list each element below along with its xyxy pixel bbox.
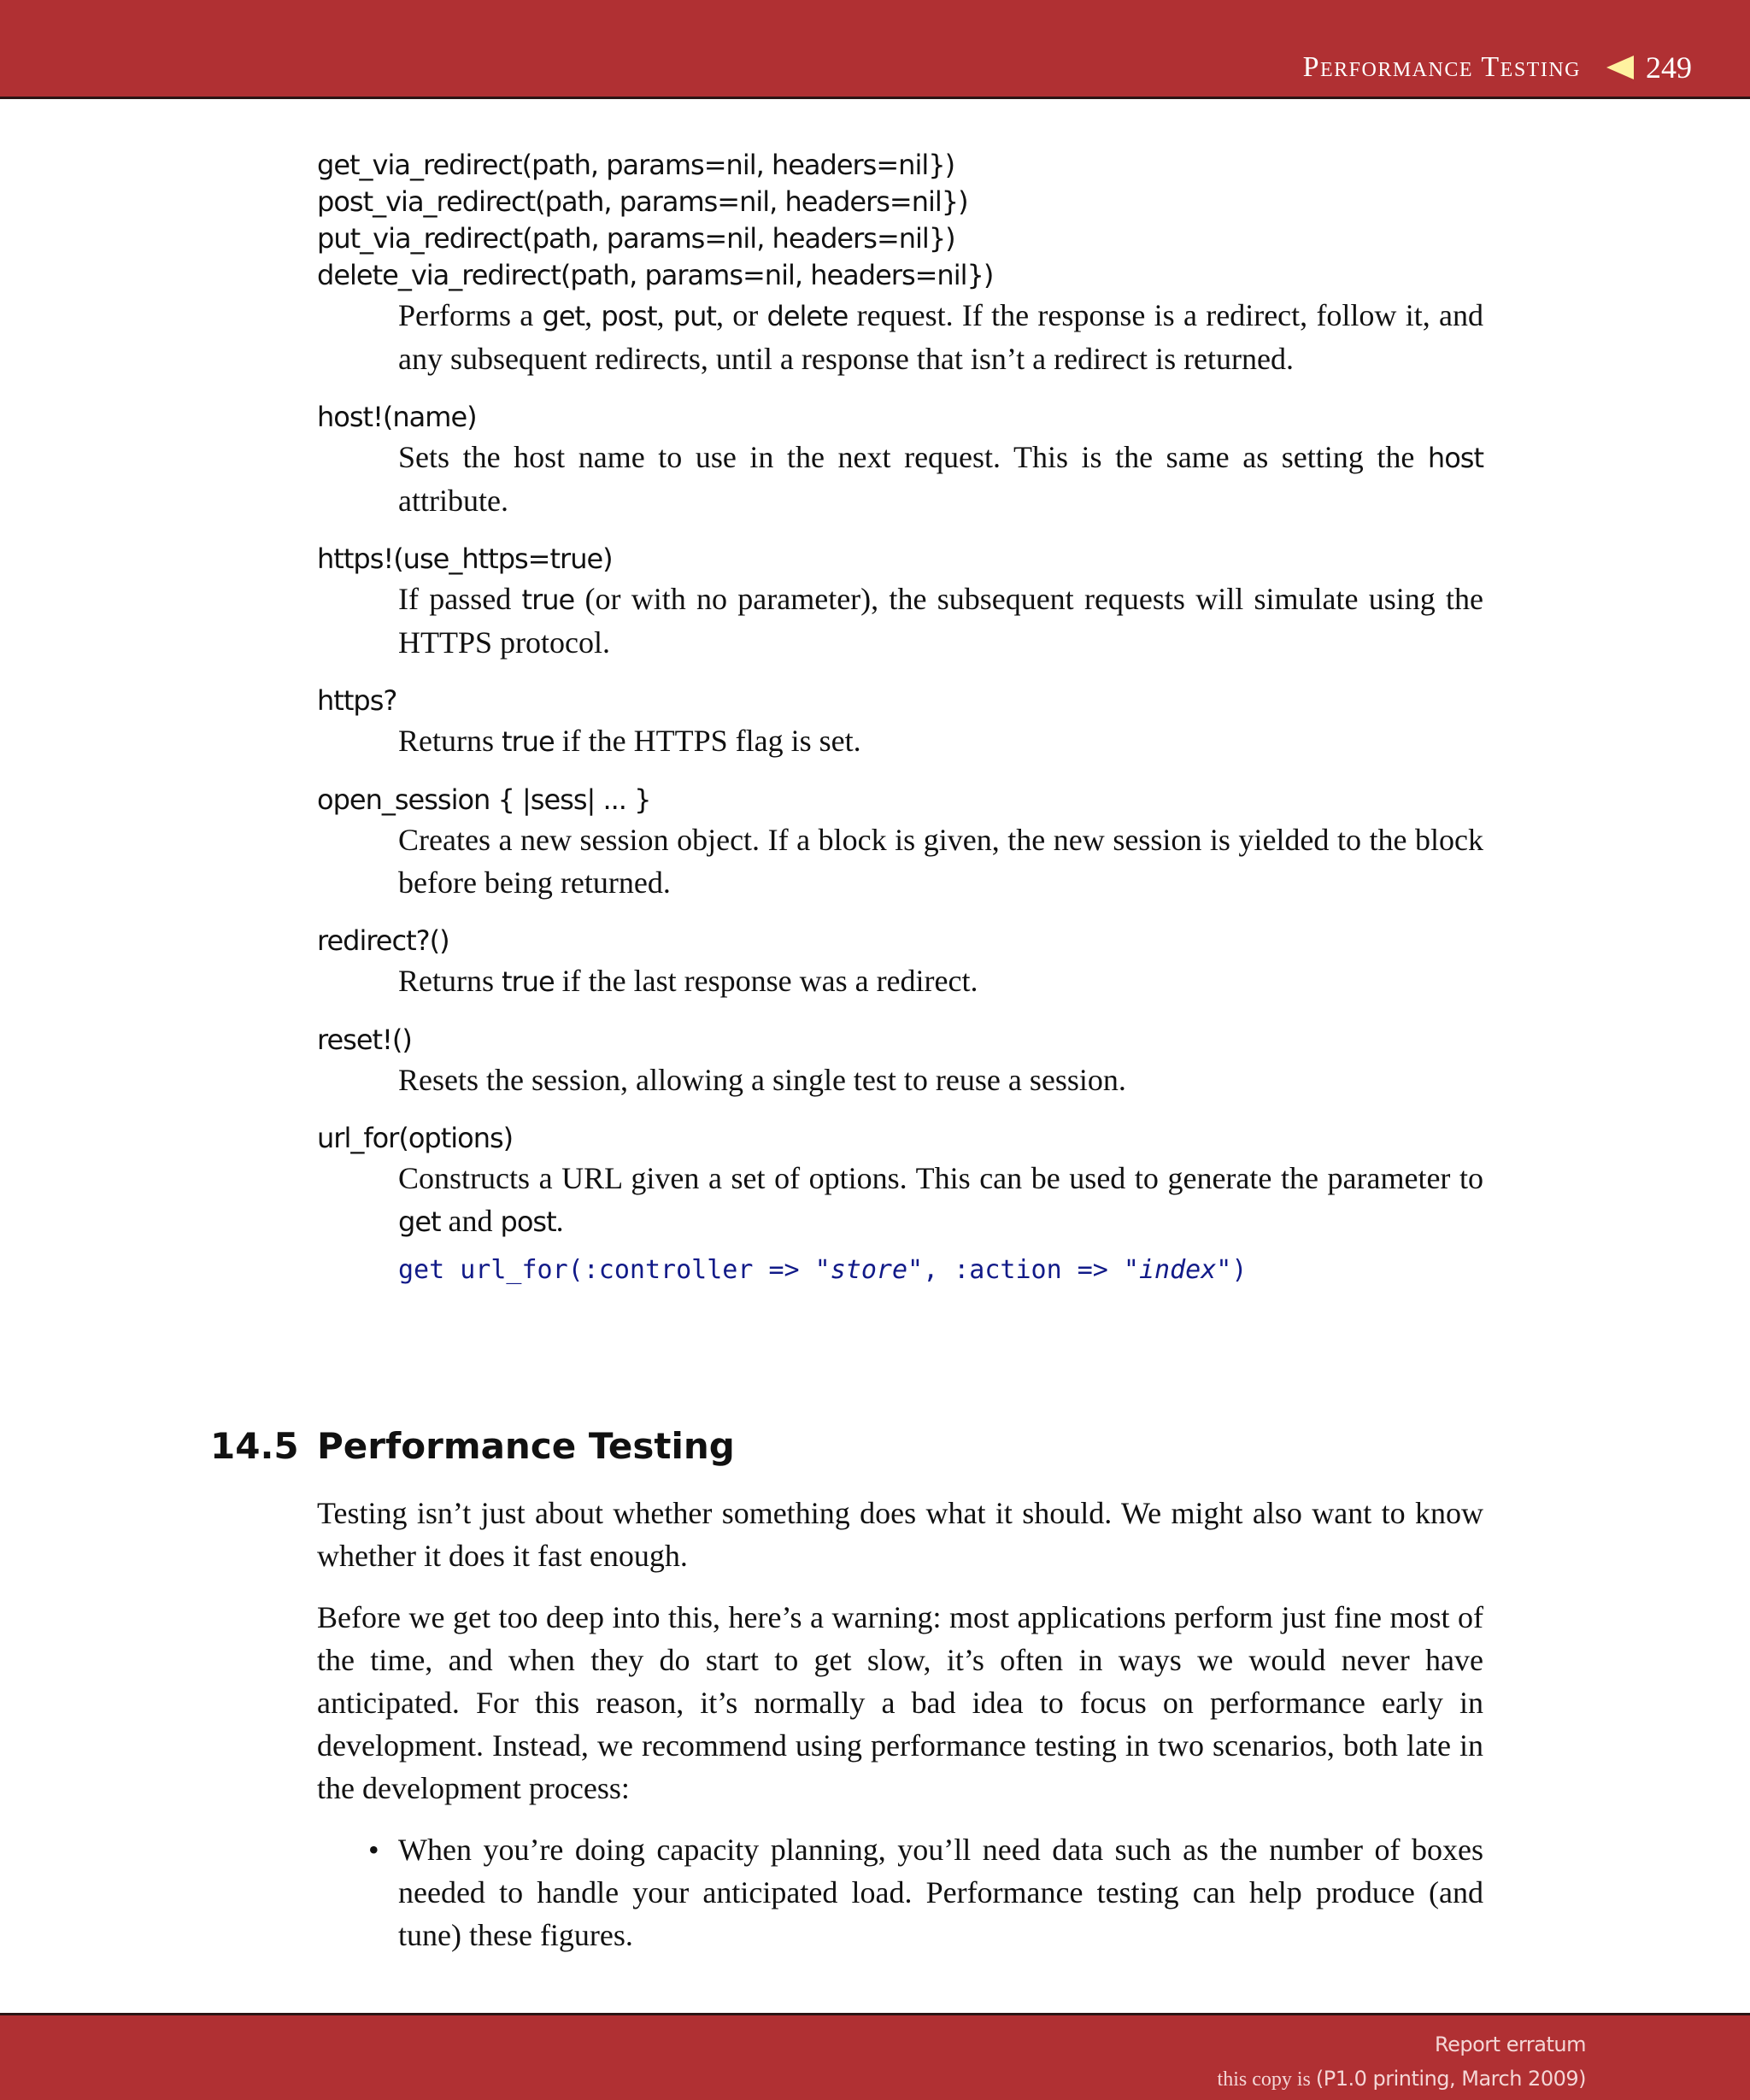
list-item (368, 1828, 1483, 1956)
code-string: "store" (814, 1255, 924, 1285)
description-text: If passed (398, 582, 522, 616)
description-text: , (584, 298, 602, 332)
method-signature: https? (317, 684, 397, 717)
method-entry (317, 541, 1483, 664)
method-signature: redirect?() (317, 924, 449, 957)
method-signature: delete_via_redirect(path, params=nil, headers=nil}) (317, 259, 994, 291)
page-footer (0, 2013, 1750, 2100)
method-signature: open_session { |sess| ... } (317, 783, 651, 816)
method-entry (317, 1120, 1483, 1285)
description-text: Returns (398, 724, 502, 758)
method-signature: reset!() (317, 1024, 412, 1056)
page-number: 249 (1646, 50, 1692, 85)
description-text: , (656, 298, 673, 332)
description-text: if the HTTPS flag is set. (554, 724, 861, 758)
code-text: get url_for(:controller => (398, 1255, 815, 1285)
method-description (398, 818, 1483, 904)
description-text: if the last response was a redirect. (554, 964, 978, 998)
method-list (317, 147, 1483, 1304)
method-entry (317, 923, 1483, 1003)
method-signature: host!(name) (317, 401, 477, 433)
method-signature: https!(use_https=true) (317, 543, 613, 575)
method-entry (317, 1022, 1483, 1101)
description-text: Performs a (398, 298, 543, 332)
page-header (0, 0, 1750, 99)
inline-code: delete (766, 300, 849, 332)
method-description (398, 1157, 1483, 1243)
description-text: and (440, 1204, 501, 1238)
description-text: request. If the response is a redirect, follow it, and any subsequent redirects, until a response that isn’t a redirect is returned. (398, 298, 1483, 376)
bullet-icon: • (368, 1833, 379, 1867)
inline-code: get (542, 300, 585, 332)
description-text: Returns (398, 964, 502, 998)
code-string: "index" (1123, 1255, 1232, 1285)
previous-page-arrow-icon[interactable] (1606, 56, 1634, 79)
code-example (398, 1255, 1483, 1285)
inline-code: host (1427, 442, 1483, 474)
method-description (398, 959, 1483, 1003)
copy-prefix: this copy is (1217, 2068, 1316, 2091)
method-description (398, 436, 1483, 522)
paragraph: Testing isn’t just about whether something does what it should. We might also want to know whether it does it fast enough. (317, 1496, 1483, 1573)
printing-note: (P1.0 printing, March 2009) (1315, 2067, 1586, 2091)
header-nav (1303, 50, 1692, 85)
method-description (398, 1059, 1483, 1101)
description-text: Constructs a URL given a set of options. This can be used to generate the parameter to (398, 1161, 1483, 1195)
list-item-text: When you’re doing capacity planning, you’ll need data such as the number of boxes needed to handle your anticipated load. Performance testing can help produce (and tune) these figures. (398, 1833, 1483, 1952)
description-text: attribute. (398, 484, 508, 518)
code-text: ) (1231, 1255, 1248, 1285)
method-description (398, 294, 1483, 380)
copy-notice (1218, 2067, 1586, 2091)
method-signature: post_via_redirect(path, params=nil, headers=nil}) (317, 185, 968, 218)
inline-code: put (672, 300, 716, 332)
description-text: Creates a new session object. If a block is given, the new session is yielded to the block before being returned. (398, 823, 1483, 900)
method-signature: put_via_redirect(path, params=nil, headers=nil}) (317, 222, 955, 255)
section-body (317, 1492, 1483, 1956)
inline-code: get (398, 1205, 441, 1238)
paragraph: Before we get too deep into this, here’s a warning: most applications perform just fine most of the time, and when they do start to get slow, it’s often in ways we would never have anticipated. For this reason, it’s normally a bad idea to focus on performance early in development. Instead, we recommend using performance testing in two scenarios, both late in the development process: (317, 1600, 1483, 1805)
description-text: , or (715, 298, 767, 332)
inline-code: post (500, 1205, 556, 1238)
description-text: Sets the host name to use in the next request. This is the same as setting the (398, 440, 1428, 474)
method-description (398, 719, 1483, 763)
inline-code: post (601, 300, 657, 332)
report-erratum-link[interactable]: Report erratum (1435, 2033, 1586, 2056)
method-signature: url_for(options) (317, 1122, 514, 1154)
inline-code: true (502, 965, 555, 998)
section-title: Performance Testing (317, 1425, 735, 1467)
description-text: . (555, 1204, 564, 1238)
inline-code: true (521, 584, 575, 616)
inline-code: true (502, 725, 555, 758)
description-text: Resets the session, allowing a single test to reuse a session. (398, 1063, 1126, 1097)
section-heading (210, 1425, 735, 1467)
method-entry (317, 147, 1483, 380)
method-signature: get_via_redirect(path, params=nil, headers=nil}) (317, 149, 955, 181)
description-text: (or with no parameter), the subsequent requests will simulate using the HTTPS protocol. (398, 582, 1483, 660)
method-entry (317, 399, 1483, 522)
code-text: , :action => (923, 1255, 1124, 1285)
method-entry (317, 683, 1483, 763)
method-description (398, 578, 1483, 664)
section-number: 14.5 (210, 1425, 299, 1467)
method-entry (317, 782, 1483, 904)
running-title: Performance Testing (1302, 51, 1581, 83)
